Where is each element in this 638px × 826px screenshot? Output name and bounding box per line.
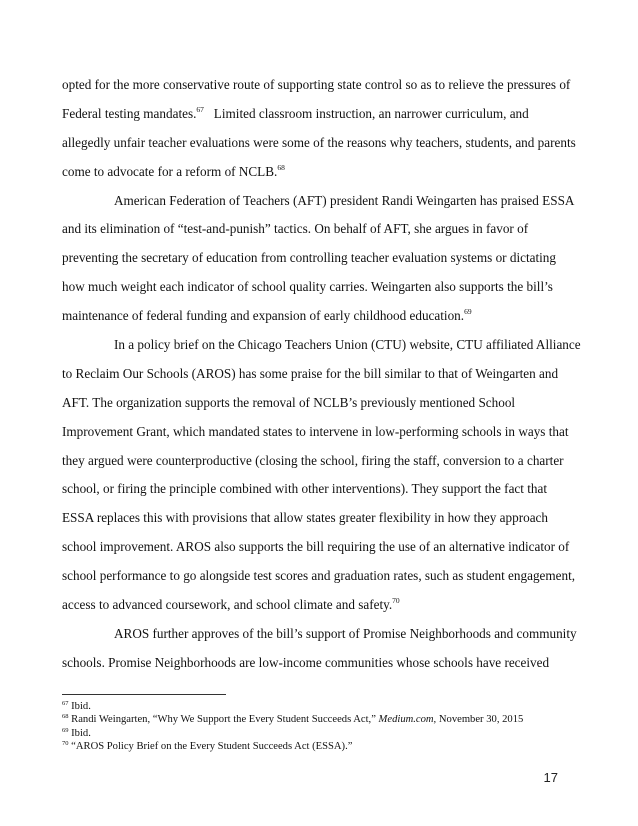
text-line: school performance to go alongside test scores and graduation rates, such as student engagement, [62,568,576,584]
footnote-67: $^{67}$ Ibid. [62,700,91,712]
footnote-70: $^{70}$ “AROS Policy Brief on the Every Student Succeeds Act (ESSA).” [62,739,353,752]
footnote-69: $^{69}$ Ibid. [62,726,91,739]
text-line: school improvement. AROS also supports the bill requiring the use of an alternative indicator of [62,539,570,555]
footnote-separator [62,694,226,695]
paragraph-first-line: AROS further approves of the bill’s support of Promise Neighborhoods and community [114,625,577,641]
footnote-ref: 70 [392,596,400,606]
footnote-source: Medium.com, [378,714,437,726]
text-line: maintenance of federal funding and expansion of early childhood education.$^{69}$ [62,307,472,324]
text-line: to Reclaim Our Schools (AROS) has some praise for the bill similar to that of Weingarten and [62,365,559,381]
footnote-ref: 68 [277,162,285,172]
text-line: allegedly unfair teacher evaluations were some of the reasons why teachers, students, and parents [62,134,576,150]
footnote-68: $^{68}$ Randi Weingarten, “Why We Support the Every Student Succeeds Act,” Medium.com, November 30, 2015 [62,713,524,726]
text-line: schools. Promise Neighborhoods are low-income communities whose schools have received [62,654,550,670]
footnote-ref: 69 [464,307,472,317]
footnotes [62,700,582,753]
text-line: access to advanced coursework, and school climate and safety.$^{70}$ [62,596,400,613]
text-line: school, or firing the principle combined with other interventions). They support the fact that [62,481,548,497]
text-line: Federal testing mandates.$^{67}$ Limited classroom instruction, an narrower curriculum, and [62,104,529,121]
paragraph-first-line: American Federation of Teachers (AFT) president Randi Weingarten has praised ESSA [114,192,575,208]
text-line: preventing the secretary of education from controlling teacher evaluation systems or dictating [62,250,556,266]
text-line: AFT. The organization supports the removal of NCLB’s previously mentioned School [62,394,516,410]
footnote-ref: 67 [196,104,204,114]
paragraph-first-line: In a policy brief on the Chicago Teachers Union (CTU) website, CTU affiliated Alliance [114,337,581,353]
text-line: come to advocate for a reform of NCLB.$^{68}$ [62,162,285,179]
page-number: 17 [543,770,558,785]
text-line: ESSA replaces this with provisions that allow states greater flexibility in how they approach [62,510,549,526]
text-line: opted for the more conservative route of supporting state control so as to relieve the pressures of [62,77,571,92]
text-line: Improvement Grant, which mandated states to intervene in low-performing schools in ways that [62,423,569,439]
text-line: they argued were counterproductive (closing the school, firing the staff, conversion to a charter [62,452,564,468]
text-line: how much weight each indicator of school quality carries. Weingarten also supports the bill’s [62,279,553,295]
text-line: and its elimination of “test-and-punish” tactics. On behalf of AFT, she argues in favor of [62,221,529,237]
body-text [62,71,581,678]
